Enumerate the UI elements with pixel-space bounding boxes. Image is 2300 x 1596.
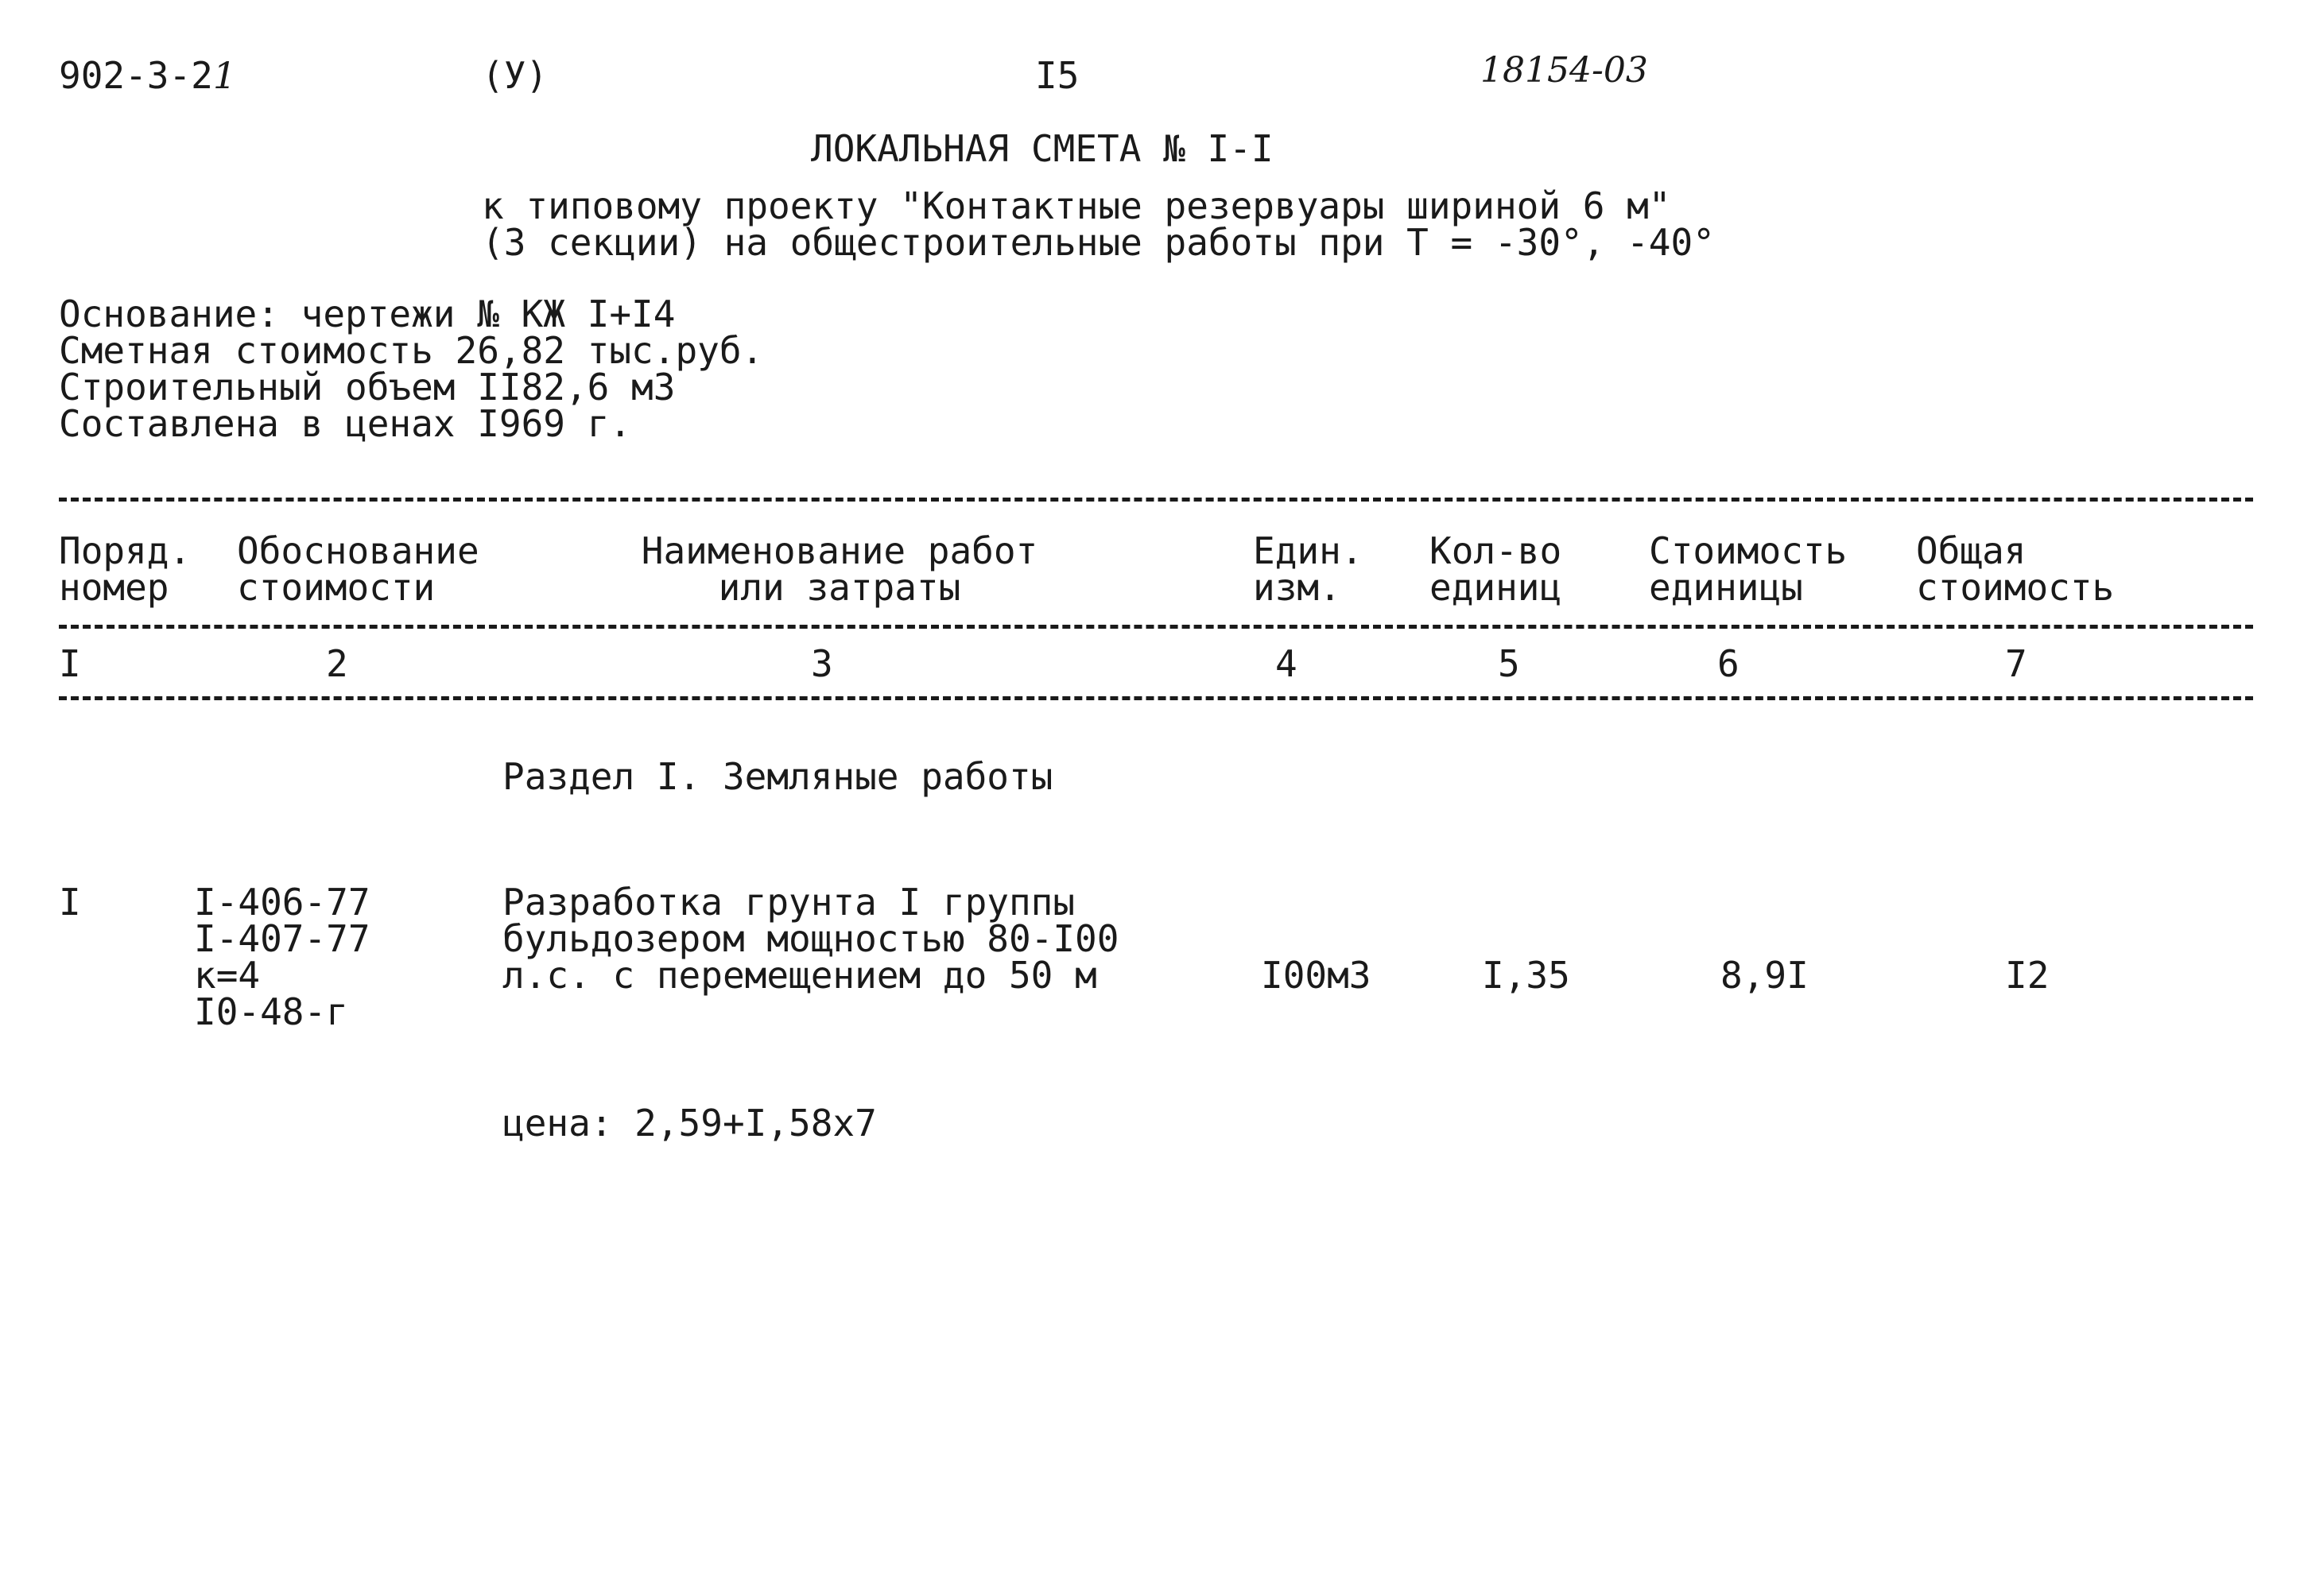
column-number-1: I xyxy=(59,642,81,685)
row-unit-cost: 8,9I xyxy=(1720,954,1809,997)
table-top-rule xyxy=(59,498,2253,502)
price-note: цена: 2,59+I,58х7 xyxy=(502,1102,877,1145)
page-number: I5 xyxy=(1035,54,1080,97)
column-number-3: 3 xyxy=(811,642,833,685)
row-name-line1: Разработка грунта I группы xyxy=(502,881,1076,924)
estimated-cost-line: Сметная стоимость 26,82 тыс.руб. xyxy=(59,329,764,372)
column-number-5: 5 xyxy=(1498,642,1520,685)
row-number: I xyxy=(59,881,81,924)
column-header-unit: Един. изм. xyxy=(1253,529,1363,609)
column-number-7: 7 xyxy=(2005,642,2027,685)
row-name-line3: л.с. с перемещением до 50 м xyxy=(502,954,1097,997)
prices-year-line: Составлена в ценах I969 г. xyxy=(59,402,632,445)
column-header-basis: Обоснование стоимости xyxy=(237,529,479,609)
volume-line: Строительный объем II82,6 м3 xyxy=(59,366,676,409)
column-header-order: Поряд. номер xyxy=(59,529,192,609)
project-code: 902-3-21 xyxy=(59,54,237,97)
section-title: Раздел I. Земляные работы xyxy=(502,755,1053,798)
column-header-total-cost: Общая стоимость xyxy=(1916,529,2115,609)
row-basis-line2: I-407-77 xyxy=(194,917,370,960)
column-header-unit-cost: Стоимость единицы xyxy=(1649,529,1848,609)
subtitle-line1: к типовому проекту "Контактные резервуары шириной 6 м" xyxy=(482,184,1671,227)
handwritten-number: 18154-03 xyxy=(1480,50,1648,91)
row-name-line2: бульдозером мощностью 80-I00 xyxy=(502,917,1119,960)
marker: (У) xyxy=(482,54,549,97)
column-header-name: Наименование работ или затраты xyxy=(641,529,1038,609)
page-title: ЛОКАЛЬНАЯ СМЕТА № I-I xyxy=(811,127,1274,170)
table-numbers-rule xyxy=(59,696,2253,700)
subtitle-line2: (3 секции) на общестроительные работы при Т = -30°, -40° xyxy=(482,221,1715,264)
column-number-6: 6 xyxy=(1717,642,1740,685)
row-unit: I00м3 xyxy=(1261,954,1371,997)
row-basis-line4: I0-48-г xyxy=(194,990,348,1033)
column-header-quantity: Кол-во единиц xyxy=(1429,529,1562,609)
column-number-4: 4 xyxy=(1275,642,1297,685)
column-number-2: 2 xyxy=(326,642,348,685)
basis-line: Основание: чертежи № КЖ I+I4 xyxy=(59,292,676,335)
row-quantity: I,35 xyxy=(1482,954,1570,997)
row-total-cost: I2 xyxy=(2005,954,2050,997)
table-header-rule xyxy=(59,625,2253,629)
row-basis-line1: I-406-77 xyxy=(194,881,370,924)
row-basis-line3: к=4 xyxy=(194,954,261,997)
